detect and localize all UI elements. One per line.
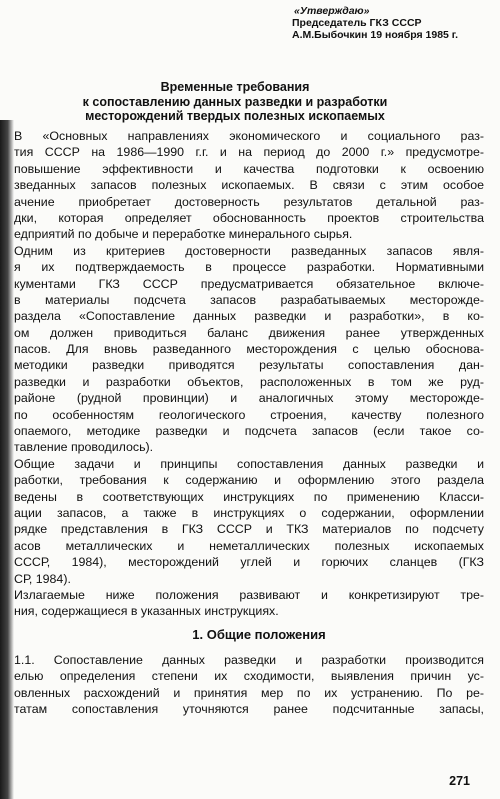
text-line: пасов. Для вновь разведанного месторождения с целью обоснова-: [14, 342, 484, 357]
text-line: едприятий по добыче и переработке минерального сырья.: [14, 227, 353, 242]
text-line: повышение эффективности и качества подготовки к освоению: [14, 161, 484, 176]
approval-block: [292, 5, 492, 41]
text-line: ачение приобретает достоверность результатов детальной раз-: [14, 194, 484, 209]
text-line: асов металлических и неметаллических полезных ископаемых: [14, 538, 484, 553]
book-binding-shadow: [0, 120, 14, 799]
text-line: районе (рудной провинции) и аналогичных этому месторожде-: [14, 391, 484, 406]
section-heading: 1. Общие положения: [192, 626, 326, 642]
text-line: разведки и разработки объектов, расположенных в том же руд-: [14, 374, 484, 389]
text-line: СССР, 1984), месторождений углей и горючих сланцев (ГКЗ: [14, 555, 484, 570]
page-number: 271: [449, 774, 470, 788]
text-line: Одним из критериев достоверности разведанных запасов явля-: [14, 243, 484, 258]
text-line: ния, содержащиеся в указанных инструкциях.: [14, 604, 279, 619]
text-line: ведены в соответствующих инструкциях по применению Класси-: [14, 489, 484, 504]
text-line: дки, которая определяет обоснованность проектов строительства: [14, 210, 484, 225]
text-line: тавление проводилось).: [14, 440, 154, 455]
title-line-2: к сопоставлению данных разведки и разработки: [82, 94, 388, 109]
approval-chairman: Председатель ГКЗ СССР: [292, 17, 422, 29]
text-line: в материалы подсчета запасов разрабатываемых месторожде-: [14, 292, 484, 307]
document-title: [20, 80, 450, 124]
text-line: методики разведки приводятся результаты сопоставления дан-: [14, 358, 484, 373]
text-line: по особенностям геологического строения, качеству полезного: [14, 407, 484, 422]
text-line: ации запасов, а также в инструкциях о содержании, оформлении: [14, 505, 484, 520]
text-line: рядке представления в ГКЗ СССР и ТКЗ материалов по подсчету: [14, 522, 484, 537]
text-line: я их подтверждаемость в процессе разработки. Нормативными: [14, 260, 484, 275]
text-line: СР, 1984).: [14, 571, 71, 586]
text-line: Излагаемые ниже положения развивают и конкретизируют тре-: [14, 587, 484, 602]
body-text: [14, 128, 484, 717]
text-line: 1.1. Сопоставление данных разведки и разработки производится: [14, 652, 484, 667]
approval-signature-date: А.М.Быбочкин 19 ноября 1985 г.: [292, 29, 459, 41]
text-line: опаемого, методике разведки и подсчета запасов (если такое со-: [14, 424, 484, 439]
text-line: раздела «Сопоставление данных разведки и разработки», в ко-: [14, 309, 484, 324]
text-line: ом должен приводиться баланс движения ранее утвержденных: [14, 325, 484, 340]
text-line: Общие задачи и принципы сопоставления данных разведки и: [14, 456, 484, 471]
text-line: В «Основных направлениях экономического и социального раз-: [14, 129, 484, 143]
title-line-1: Временные требования: [160, 80, 310, 94]
approval-quote: «Утверждаю»: [294, 5, 370, 17]
text-line: овленных расхождений и принятия мер по их устранению. По ре-: [14, 685, 484, 700]
text-line: работки, требования к содержанию и оформлению этого раздела: [14, 473, 484, 488]
text-line: зведанных запасов полезных ископаемых. В связи с этим особое: [14, 178, 484, 193]
title-line-3: месторождений твердых полезных ископаемых: [85, 109, 385, 123]
text-line: елью определения степени их сходимости, выявления причин ус-: [14, 669, 484, 684]
text-line: татам сопоставления уточняются ранее подсчитанные запасы,: [14, 701, 484, 716]
text-line: кументами ГКЗ СССР предусматривается обязательное включе-: [14, 276, 484, 291]
text-line: тия СССР на 1986—1990 г.г. и на период до 2000 г.» предусмотре-: [14, 145, 484, 160]
